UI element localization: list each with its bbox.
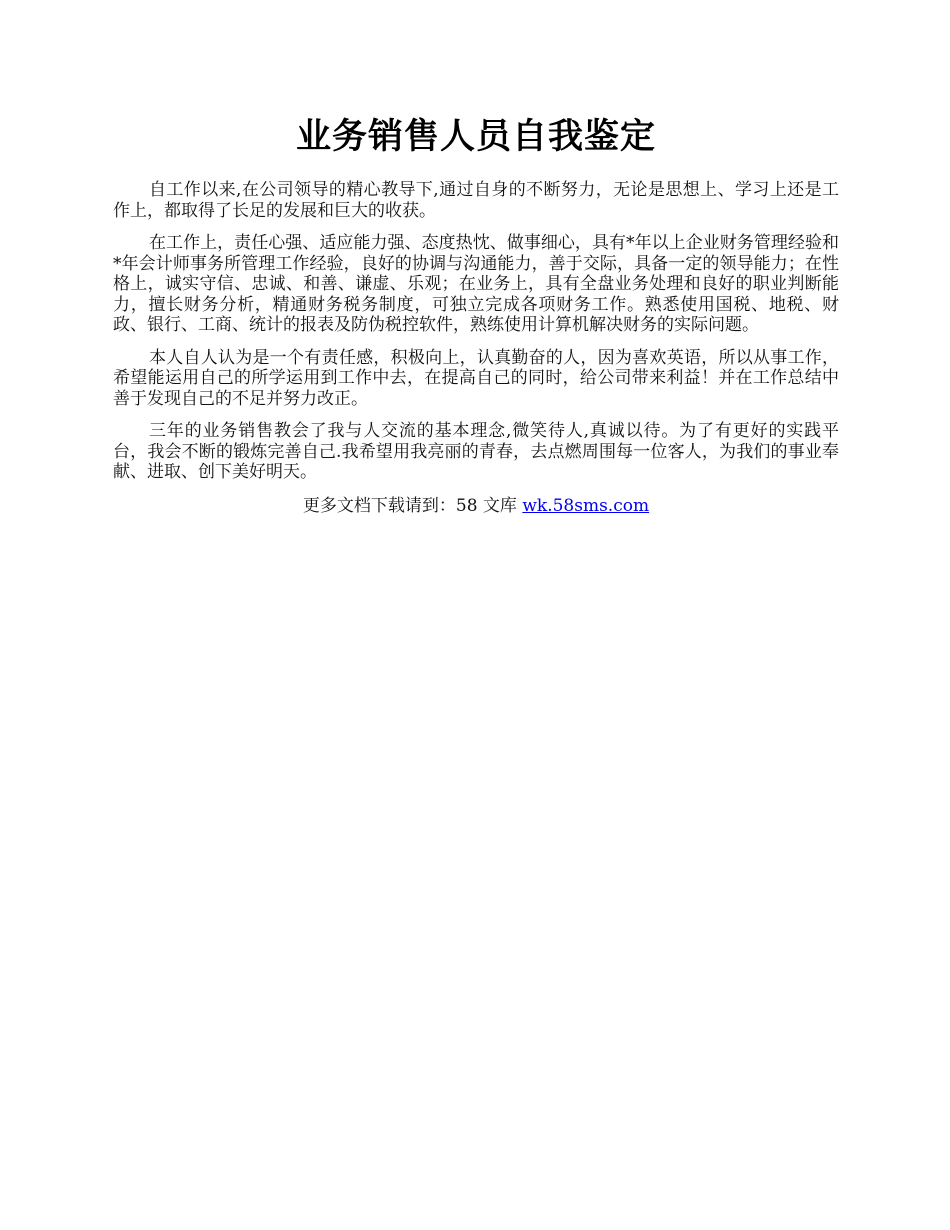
footer-text: 更多文档下载请到：58 文库 bbox=[302, 495, 523, 516]
document-title: 业务销售人员自我鉴定 bbox=[295, 116, 656, 157]
paragraph-4: 三年的业务销售教会了我与人交流的基本理念,微笑待人,真诚以待。为了有更好的实践平台，我会不断的锻炼完善自己.我希望用我亮丽的青春，去点燃周围每一位客人，为我们的事业奉献、进取、创下美好明天。 bbox=[113, 421, 839, 482]
download-footer bbox=[113, 495, 839, 517]
document-page bbox=[113, 108, 839, 517]
paragraph-3: 本人自人认为是一个有责任感，积极向上，认真勤奋的人，因为喜欢英语，所以从事工作，希望能运用自己的所学运用到工作中去，在提高自己的同时，给公司带来利益！并在工作总结中善于发现自己的不足并努力改正。 bbox=[113, 347, 839, 409]
document-body bbox=[113, 180, 839, 483]
footer-link[interactable]: wk.58sms.com bbox=[522, 495, 650, 516]
paragraph-1: 自工作以来,在公司领导的精心教导下,通过自身的不断努力，无论是思想上、学习上还是工作上，都取得了长足的发展和巨大的收获。 bbox=[113, 180, 839, 221]
paragraph-2: 在工作上，责任心强、适应能力强、态度热忱、做事细心，具有*年以上企业财务管理经验和*年会计师事务所管理工作经验，良好的协调与沟通能力，善于交际，具备一定的领导能力；在性格上，诚实守信、忠诚、和善、谦虚、乐观；在业务上，具有全盘业务处理和良好的职业判断能力，擅长财务分析，精通财务税务制度，可独立完成各项财务工作。熟悉使用国税、地税、财政、银行、工商、统计的报表及防伪税控软件，熟练使用计算机解决财务的实际问题。 bbox=[113, 233, 839, 335]
